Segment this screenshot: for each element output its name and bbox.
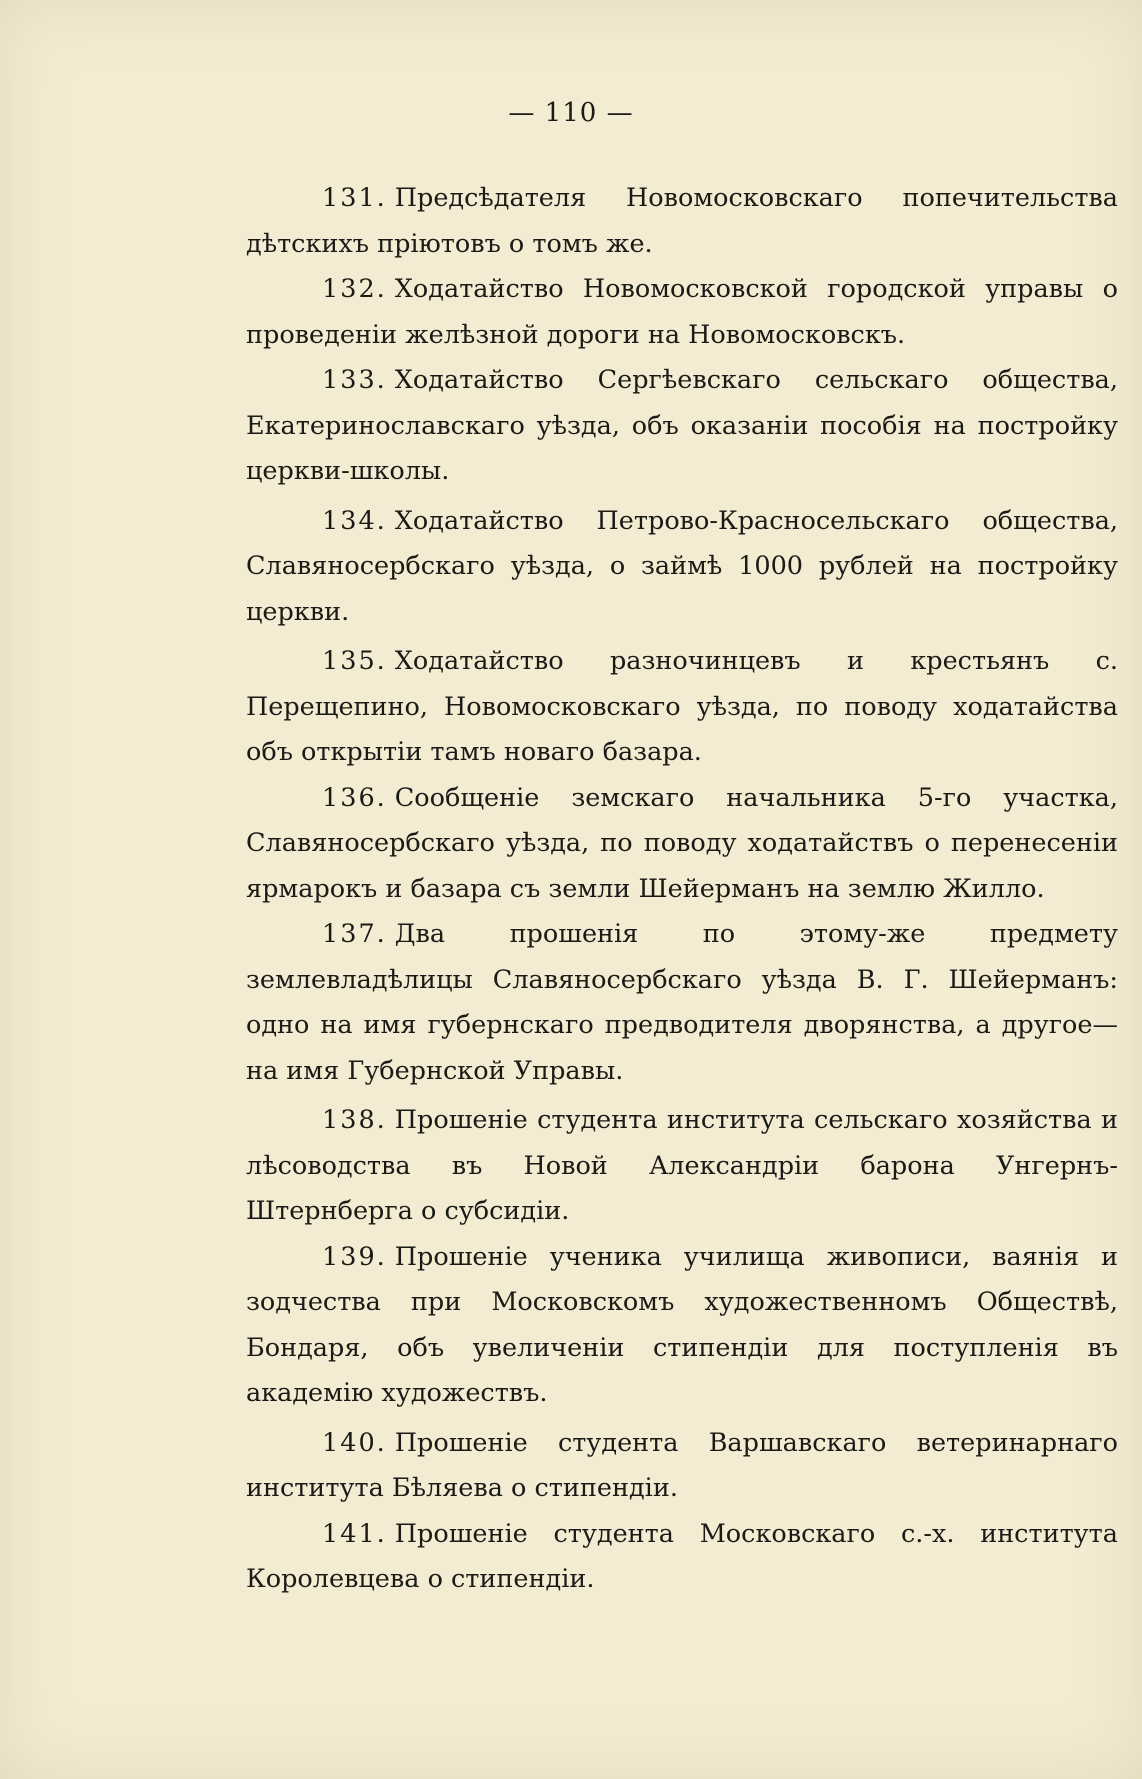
entry-text: Два прошенія по этому-же предмету землевладѣлицы Славяносербскаго уѣзда В. Г. Шейерманъ: одно на имя губернскаго предводителя дворянства, а другое—на имя Губернской Управы. xyxy=(246,919,1118,1086)
entry-number: 136. xyxy=(322,782,387,813)
entry-text: Ходатайство Петрово-Красносельскаго общества, Славяносербскаго уѣзда, о займѣ 1000 рублей на постройку церкви. xyxy=(246,505,1118,627)
entry-number: 135. xyxy=(322,646,387,676)
entry-text: Прошеніе студента Варшавскаго ветеринарнаго института Бѣляева о стипендіи. xyxy=(246,1427,1118,1503)
entry-number: 141. xyxy=(322,1518,387,1549)
entry-text: Прошеніе студента института сельскаго хозяйства и лѣсоводства въ Новой Александріи барона Унгернъ-Штернберга о субсидіи. xyxy=(246,1105,1118,1226)
list-item xyxy=(246,776,1118,913)
entry-text: Прошеніе студента Московскаго с.-х. института Королевцева о стипендіи. xyxy=(246,1518,1118,1594)
list-item xyxy=(246,1098,1118,1235)
list-item xyxy=(246,912,1118,1094)
entry-number: 139. xyxy=(322,1241,387,1272)
list-item xyxy=(246,499,1118,636)
entry-text: Ходатайство Сергѣевскаго сельскаго общества, Екатеринославскаго уѣзда, объ оказаніи пособія на постройку церкви-школы. xyxy=(246,365,1118,486)
entry-text: Сообщеніе земскаго начальника 5-го участка, Славяносербскаго уѣзда, по поводу ходатайствъ о перенесеніи ярмарокъ и базара съ земли Шейерманъ на землю Жилло. xyxy=(246,782,1118,904)
entry-text: Ходатайство разночинцевъ и крестьянъ с. Перещепино, Новомосковскаго уѣзда, по поводу ходатайства объ открытіи тамъ новаго базара. xyxy=(246,646,1118,767)
list-item xyxy=(246,267,1118,358)
list-item xyxy=(246,358,1118,495)
entry-number: 132. xyxy=(322,274,387,304)
entry-number: 138. xyxy=(322,1105,387,1135)
entry-number: 133. xyxy=(322,365,387,395)
entry-number: 137. xyxy=(322,919,387,949)
entry-number: 140. xyxy=(322,1427,387,1458)
list-item xyxy=(246,1512,1118,1603)
list-item xyxy=(246,176,1118,267)
entry-text: Прошеніе ученика училища живописи, ваянія и зодчества при Московскомъ художественномъ Обществѣ, Бондаря, объ увеличеніи стипендіи для поступленія въ академію художествъ. xyxy=(246,1241,1118,1408)
entry-text: Ходатайство Новомосковской городской управы о проведеніи желѣзной дороги на Новомосковскъ. xyxy=(246,274,1118,350)
list-item xyxy=(246,639,1118,776)
list-item xyxy=(246,1421,1118,1512)
list-item xyxy=(246,1235,1118,1417)
entry-number: 134. xyxy=(322,505,387,536)
entry-list xyxy=(246,176,1118,1603)
entry-number: 131. xyxy=(322,183,387,213)
entry-text: Предсѣдателя Новомосковскаго попечительства дѣтскихъ пріютовъ о томъ же. xyxy=(246,183,1118,259)
page-number: — 110 — xyxy=(508,98,634,128)
